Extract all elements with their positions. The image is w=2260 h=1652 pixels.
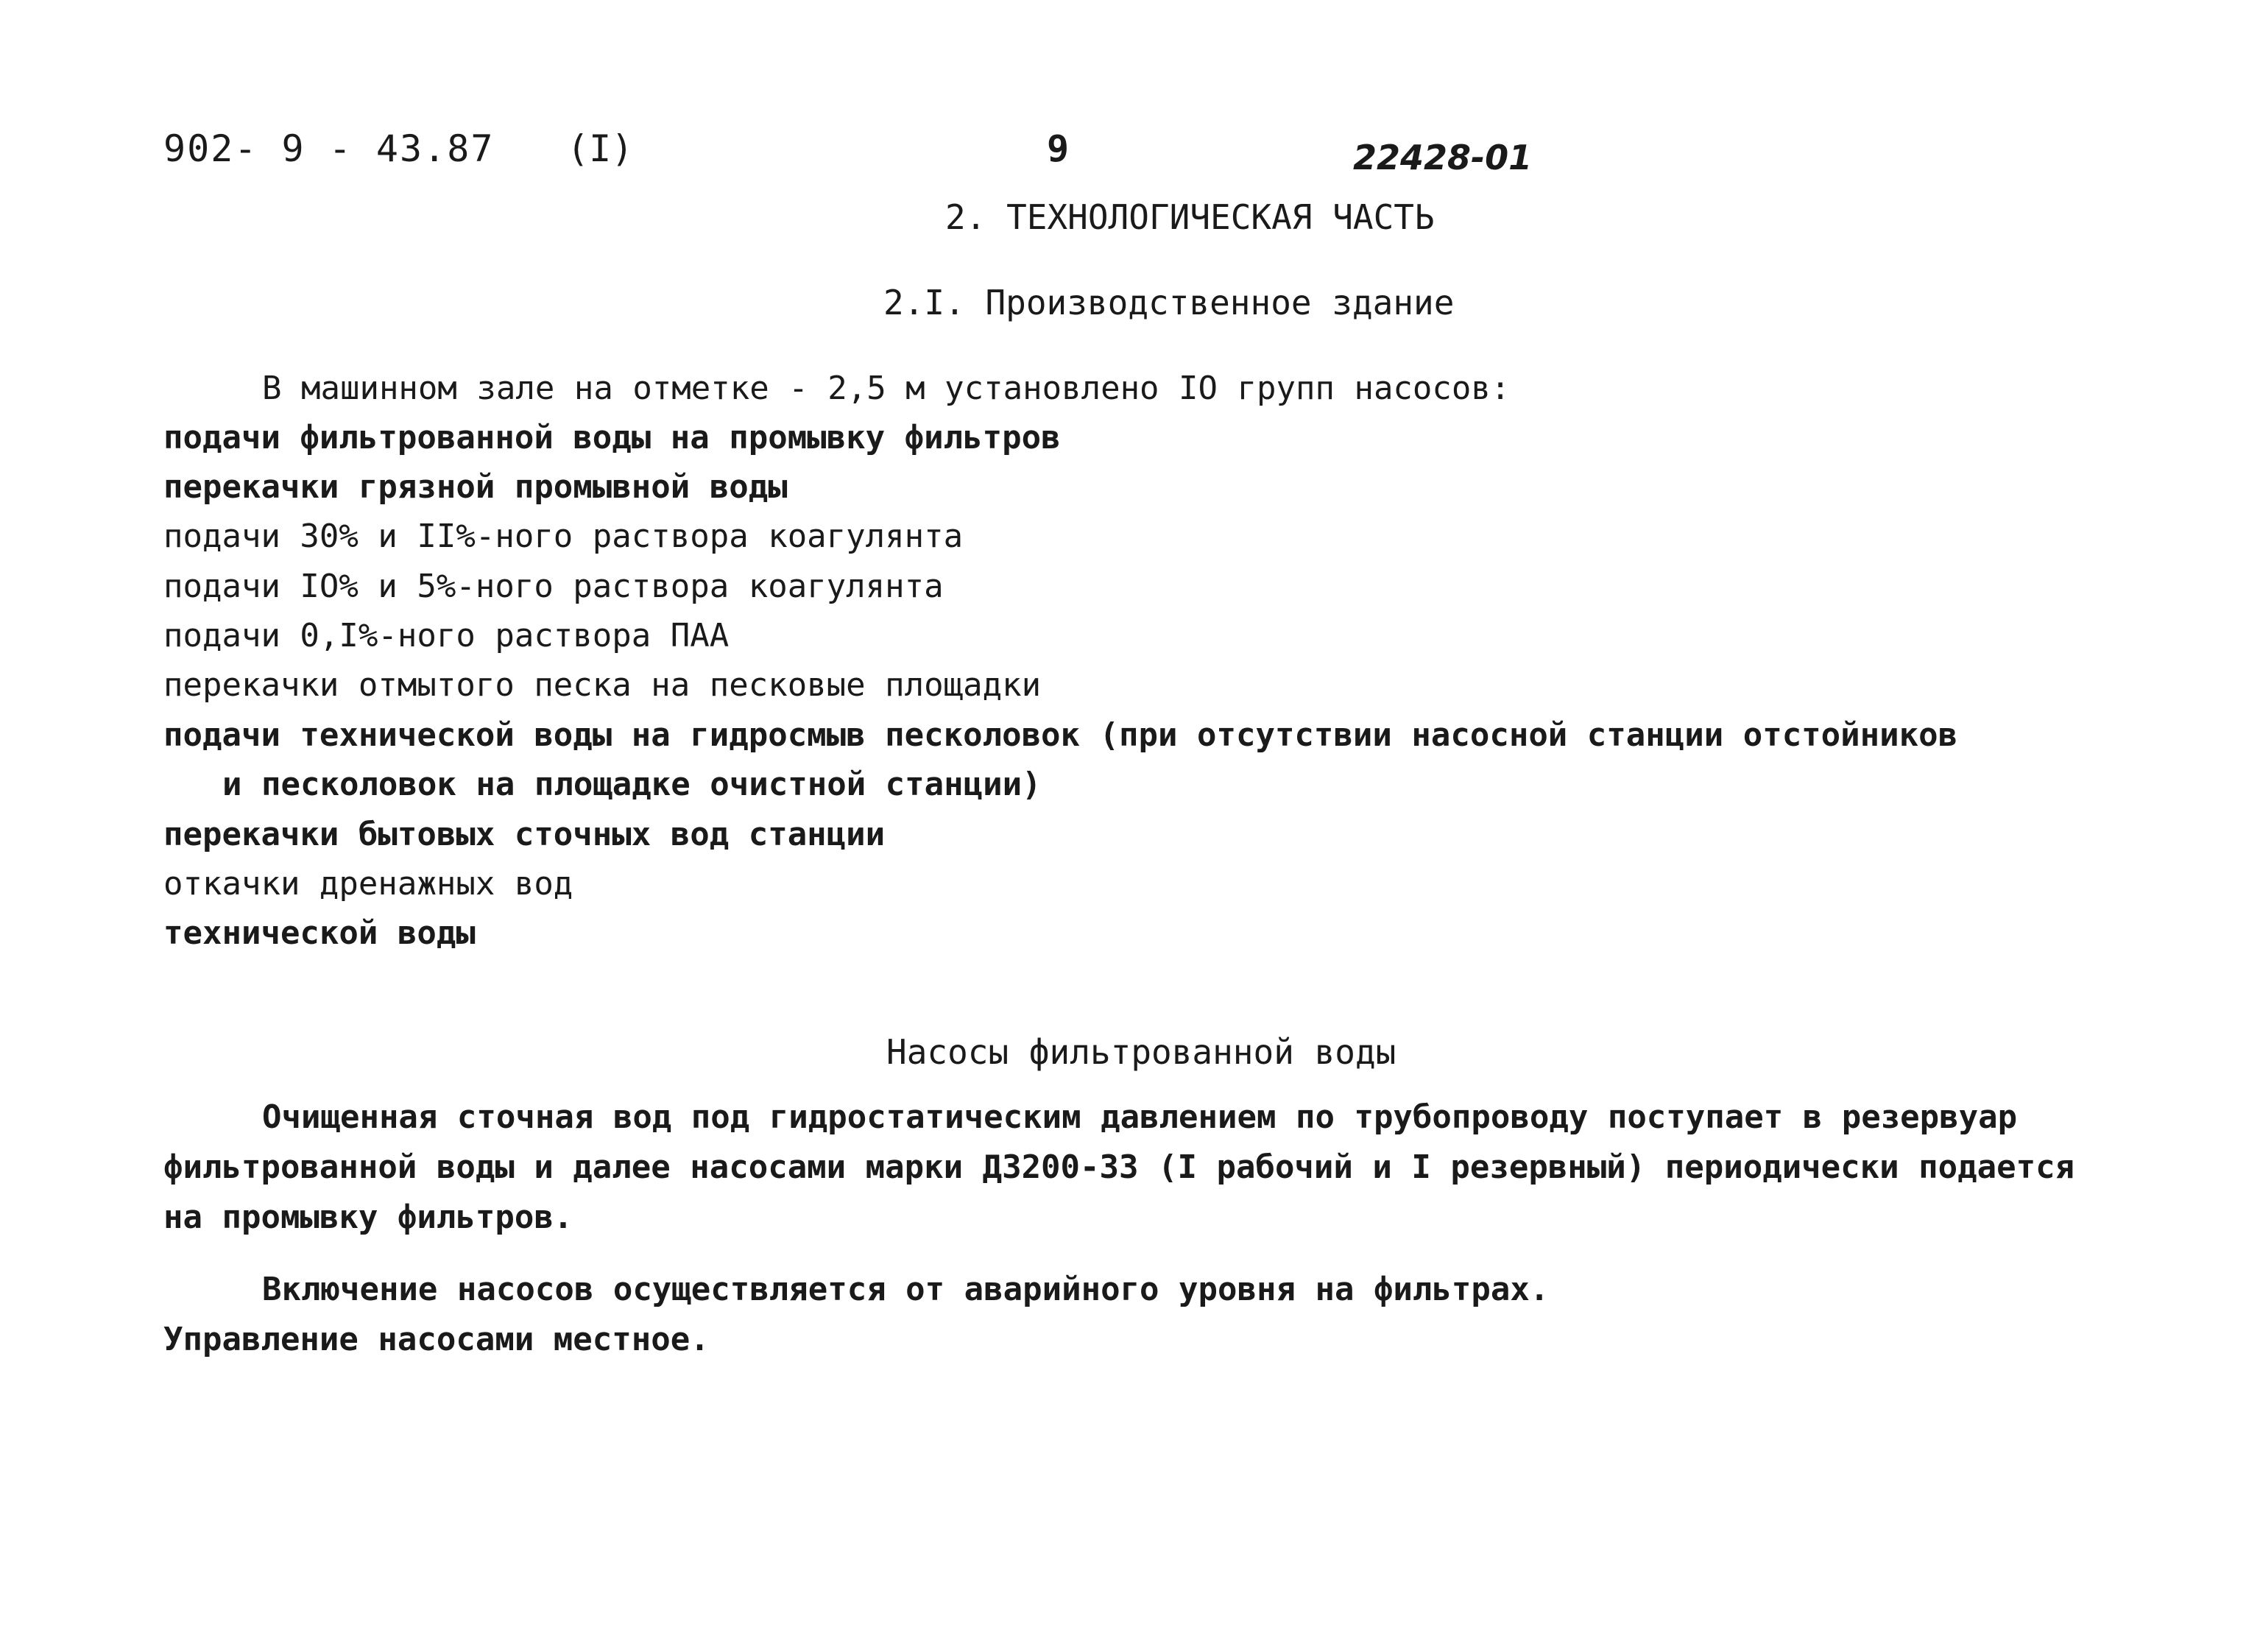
list-item-continuation: и песколовок на площадке очистной станции) <box>222 766 1042 803</box>
document-part: (I) <box>567 127 634 170</box>
list-item: подачи 30% и II%-ного раствора коагулянта <box>163 518 964 555</box>
pumps-control-line: Управление насосами местное. <box>163 1321 710 1358</box>
list-item: подачи фильтрованной воды на промывку фильтров <box>163 419 1061 456</box>
inventory-number: 22428-01 <box>1353 138 1533 177</box>
list-item: откачки дренажных вод <box>163 865 573 903</box>
list-item: подачи 0,I%-ного раствора ПАА <box>163 617 730 654</box>
pumps-paragraph-line: Очищенная сточная вод под гидростатическим давлением по трубопроводу поступает в резервуар <box>262 1098 2018 1136</box>
list-item: подачи IO% и 5%-ного раствора коагулянта <box>163 568 944 605</box>
pumps-heading: Насосы фильтрованной воды <box>886 1032 1396 1072</box>
section-title: 2. ТЕХНОЛОГИЧЕСКАЯ ЧАСТЬ <box>945 197 1435 237</box>
list-item: технической воды <box>163 914 476 952</box>
page-number: 9 <box>1047 127 1070 170</box>
pumps-paragraph-line: на промывку фильтров. <box>163 1199 573 1236</box>
pumps-paragraph-line: фильтрованной воды и далее насосами марки Д3200-33 (I рабочий и I резервный) периодически подается <box>163 1148 2075 1186</box>
document-code: 902- 9 - 43.87 <box>163 127 495 170</box>
list-item: перекачки бытовых сточных вод станции <box>163 816 886 853</box>
list-item: перекачки грязной промывной воды <box>163 468 788 506</box>
subsection-title: 2.I. Производственное здание <box>883 283 1455 322</box>
list-item: подачи технической воды на гидросмыв песколовок (при отсутствии насосной станции отстойников <box>163 716 1958 754</box>
list-item: перекачки отмытого песка на песковые площадки <box>163 666 1042 704</box>
intro-lead: В машинном зале на отметке - 2,5 м установлено IO групп насосов: <box>262 370 1511 407</box>
pumps-control-line: Включение насосов осуществляется от аварийного уровня на фильтрах. <box>262 1271 1550 1308</box>
